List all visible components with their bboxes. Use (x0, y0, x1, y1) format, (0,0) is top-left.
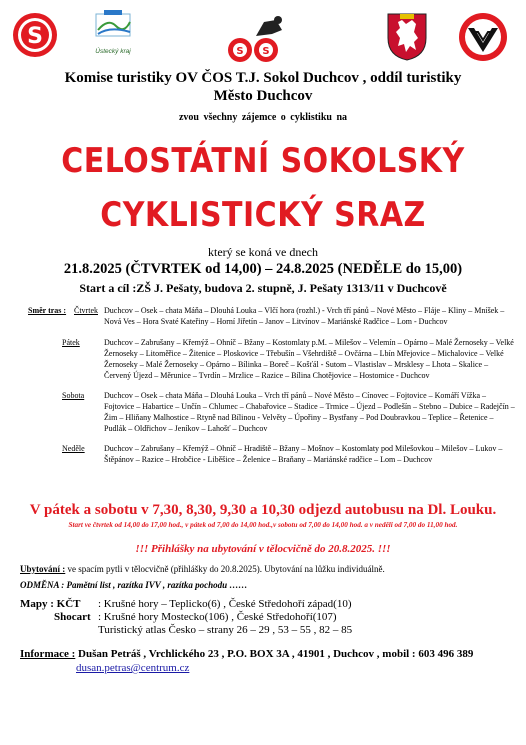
usti-region-logo (90, 10, 136, 55)
route-text: Duchcov – Osek – chata Máňa – Dlouhá Louka – Vrch tří pánů – Nové Město – Cínovec – Fojtovice – Komáří Vížka – Fojtovice – Habartice – Unčín – Chlumec – Chabařovice – Stadice – Trmice – Újezd – Podlešín – Stebno – Dubice – Radejčín – Žim – Hliňany Malhostice – Rtyně nad Bílinou - Velvěty – Úpořiny – Bystřany – Pod Doubravkou – Teplice – Řetenice – Pudlák – Oldřichov – Jeníkov – Lahošť – Duchcov (104, 391, 515, 433)
contact-email-link[interactable]: dusan.petras@centrum.cz (76, 662, 190, 674)
accommodation-text: ve spacím pytli v tělocvičně (přihlášky do 20.8.2025). Ubytování na lůžku individuálně. (65, 564, 385, 574)
start-times: Start ve čtvrtek od 14,00 do 17,00 hod., v pátek od 7,00 do 14,00 hod.,v sobotu od 7,00 do 14,00 hod. a v neděli od 7,00 do 11,00 hod. (68, 521, 458, 529)
route-item (28, 390, 516, 434)
accommodation-label: Ubytování : (20, 564, 66, 574)
map-value: : Krušné hory – Teplicko(6) , České Středohoří západ(10) (98, 598, 352, 610)
route-text: Duchcov – Osek – chata Máňa – Dlouhá Louka – Vlčí hora (rozhl.) - Vrch tří pánů – Nové Město – Fláje – Kliny – Mníšek – Nová Ves – Hora Svaté Kateřiny – Horní Jiřetín – Janov – Litvínov – Mariánské Radčice – Lom - Duchcov (104, 306, 505, 326)
route-item (28, 305, 516, 327)
svg-text:S: S (27, 24, 43, 49)
route-day: Pátek (62, 338, 80, 347)
sokol-logo (12, 12, 58, 58)
bus-headline: V pátek a sobotu v 7,30, 8,30, 9,30 a 10,30 odjezd autobusu na Dl. Louku. (29, 502, 497, 518)
svg-text:S: S (236, 46, 244, 57)
cycling-sokol-logo (226, 14, 298, 66)
svg-text:S: S (262, 46, 270, 57)
event-subtitle: který se koná ve dnech (208, 245, 318, 259)
logos-row (0, 8, 526, 70)
route-text: Duchcov – Zabrušany – Křemýž – Ohníč – Bžany – Kostomlaty p.M. – Milešov – Velemín – Opárno – Malé Žernoseky – Velké Žernoseky – Litoměřice – Žitenice – Ploskovice – Třebušín – Všehrdiště – Ovčárna – Lbín Mřejovice – Michalovice – Velké Žernoseky – Malé Žernoseky – Opárno – Bílinka – Boreč – Košťál - Sutom – Vlastislav – Mrsklesy – Lhota – Skalice – Červený Újezd – Měrunice – Tvrdín – Mrzlice – Razice – Bílina Chotějovice – Hostomice - Duchcov (104, 338, 514, 380)
contact-line (20, 648, 473, 661)
map-value: : Krušné hory Mostecko(106) , České Středohoří(107) (98, 611, 337, 623)
start-location: Start a cíl :ZŠ J. Pešaty, budova 2. stupně, J. Pešaty 1313/11 v Duchcově (79, 281, 447, 295)
route-item (28, 443, 516, 465)
rewards-line: ODMĚNA : Pamětní list , razítka IVV , razítka pochodu …… (20, 580, 248, 590)
route-day: Neděle (62, 444, 85, 453)
usti-region-caption: Ústecký kraj (95, 48, 131, 55)
event-title-line1: CELOSTÁTNÍ SOKOLSKÝ (61, 141, 465, 182)
contact-text: Dušan Petráš , Vrchlického 23 , P.O. BOX 3A , 41901 , Duchcov , mobil : 603 496 389 (75, 648, 474, 660)
map-key: Shocart (54, 611, 91, 623)
route-text: Duchcov – Zabrušany – Křemýž – Ohníč – Hradiště – Bžany – Mošnov – Kostomlaty pod Milešovkou – Milešov – Lukov – Štěpánov – Razice – Hrobčice - Liběšice – Želenice – Braňany – Mariánské radčice – Lom – Duchcov (104, 444, 503, 464)
routes-section (28, 305, 516, 465)
contact-label: Informace : (20, 648, 76, 660)
event-title-line2: CYKLISTICKÝ SRAZ (100, 195, 426, 236)
organizers-line: Komise turistiky OV ČOS T.J. Sokol Duchcov , oddíl turistiky (64, 70, 462, 86)
route-item (28, 337, 516, 381)
route-day: Sobota (62, 391, 85, 400)
map-key: Mapy : KČT (20, 598, 81, 610)
routes-label: Směr tras : (28, 306, 67, 315)
invitation-line: zvou všechny zájemce o cyklistiku na (178, 112, 348, 123)
map-value: Turistický atlas Česko – strany 26 – 29 , 53 – 55 , 82 – 85 (98, 624, 353, 636)
town-line: Město Duchcov (213, 88, 313, 104)
ivv-logo (458, 12, 508, 62)
event-dates: 21.8.2025 (ČTVRTEK od 14,00) – 24.8.2025 (NEDĚLE do 15,00) (63, 261, 463, 277)
accommodation-line (20, 564, 385, 575)
registration-deadline: !!! Přihlášky na ubytování v tělocvičně do 20.8.2025. !!! (135, 543, 391, 555)
route-day: Čtvrtek (74, 306, 98, 315)
duchcov-coat-of-arms (386, 12, 428, 62)
